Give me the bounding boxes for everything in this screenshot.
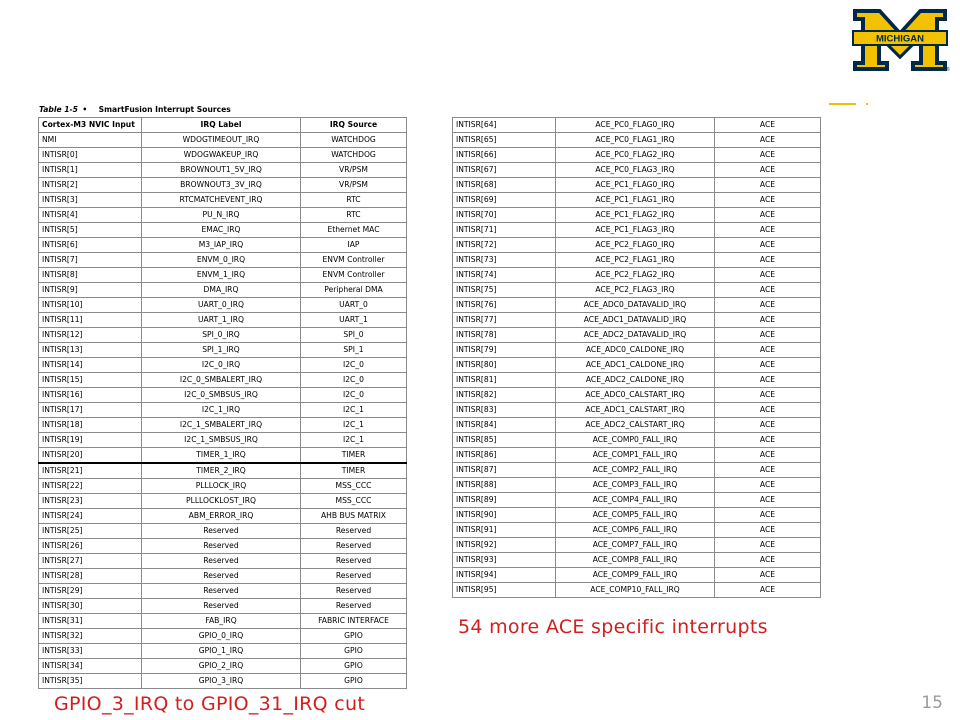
table-row [39,193,407,208]
nvic-input-cell: INTISR[31] [39,614,142,629]
irq-source-cell: ACE [715,148,821,163]
irq-label-cell: WDOGTIMEOUT_IRQ [142,133,301,148]
irq-label-cell: ACE_COMP8_FALL_IRQ [556,553,715,568]
nvic-input-cell: INTISR[24] [39,509,142,524]
nvic-input-cell: INTISR[19] [39,433,142,448]
nvic-input-cell: INTISR[74] [453,268,556,283]
irq-label-cell: ACE_PC2_FLAG0_IRQ [556,238,715,253]
irq-label-cell: ACE_PC2_FLAG1_IRQ [556,253,715,268]
irq-label-cell: GPIO_2_IRQ [142,659,301,674]
irq-source-cell: MSS_CCC [301,479,407,494]
nvic-input-cell: INTISR[16] [39,388,142,403]
irq-label-cell: I2C_1_SMBSUS_IRQ [142,433,301,448]
table-caption-number: Table 1-5 [39,105,78,114]
nvic-input-cell: INTISR[3] [39,193,142,208]
nvic-input-cell: INTISR[64] [453,118,556,133]
irq-source-cell: ACE [715,508,821,523]
table-row [453,448,821,463]
table-row [453,463,821,478]
irq-source-cell: GPIO [301,674,407,689]
irq-label-cell: I2C_0_SMBSUS_IRQ [142,388,301,403]
irq-label-cell: ACE_ADC2_DATAVALID_IRQ [556,328,715,343]
irq-source-cell: Reserved [301,524,407,539]
table-row [453,493,821,508]
nvic-input-cell: INTISR[0] [39,148,142,163]
irq-label-cell: Reserved [142,524,301,539]
irq-source-cell: GPIO [301,644,407,659]
nvic-input-cell: INTISR[20] [39,448,142,464]
irq-source-cell: ACE [715,568,821,583]
irq-source-cell: Ethernet MAC [301,223,407,238]
nvic-input-cell: INTISR[25] [39,524,142,539]
table-row [39,539,407,554]
header-irq-source: IRQ Source [301,118,407,133]
table-row [39,208,407,223]
irq-label-cell: Reserved [142,539,301,554]
table-row [453,418,821,433]
irq-label-cell: ACE_PC1_FLAG2_IRQ [556,208,715,223]
irq-label-cell: TIMER_2_IRQ [142,463,301,479]
nvic-input-cell: INTISR[87] [453,463,556,478]
irq-label-cell: BROWNOUT1_5V_IRQ [142,163,301,178]
irq-source-cell: ACE [715,208,821,223]
nvic-input-cell: INTISR[10] [39,298,142,313]
irq-label-cell: GPIO_0_IRQ [142,629,301,644]
irq-label-cell: ACE_ADC2_CALDONE_IRQ [556,373,715,388]
irq-label-cell: FAB_IRQ [142,614,301,629]
table-row [39,313,407,328]
table-row [453,343,821,358]
irq-label-cell: DMA_IRQ [142,283,301,298]
table-row [453,133,821,148]
nvic-input-cell: INTISR[23] [39,494,142,509]
nvic-input-cell: INTISR[28] [39,569,142,584]
nvic-input-cell: INTISR[89] [453,493,556,508]
nvic-input-cell: INTISR[83] [453,403,556,418]
irq-source-cell: RTC [301,193,407,208]
table-row [39,509,407,524]
irq-label-cell: ACE_COMP10_FALL_IRQ [556,583,715,598]
irq-label-cell: UART_0_IRQ [142,298,301,313]
table-row [39,223,407,238]
nvic-input-cell: INTISR[30] [39,599,142,614]
table-row [453,178,821,193]
table-row [453,163,821,178]
irq-label-cell: ACE_PC0_FLAG0_IRQ [556,118,715,133]
irq-label-cell: ACE_PC0_FLAG2_IRQ [556,148,715,163]
table-row [39,253,407,268]
irq-label-cell: SPI_1_IRQ [142,343,301,358]
irq-source-cell: WATCHDOG [301,133,407,148]
nvic-input-cell: INTISR[5] [39,223,142,238]
irq-label-cell: TIMER_1_IRQ [142,448,301,464]
table-row [453,373,821,388]
irq-label-cell: ACE_ADC2_CALSTART_IRQ [556,418,715,433]
irq-source-cell: ACE [715,583,821,598]
table-row [39,599,407,614]
table-row [453,388,821,403]
nvic-input-cell: INTISR[78] [453,328,556,343]
nvic-input-cell: INTISR[34] [39,659,142,674]
table-row [39,479,407,494]
nvic-input-cell: INTISR[84] [453,418,556,433]
nvic-input-cell: INTISR[15] [39,373,142,388]
irq-label-cell: Reserved [142,599,301,614]
irq-source-cell: RTC [301,208,407,223]
irq-label-cell: ACE_PC1_FLAG3_IRQ [556,223,715,238]
irq-source-cell: GPIO [301,659,407,674]
irq-source-cell: Reserved [301,569,407,584]
irq-label-cell: ACE_COMP3_FALL_IRQ [556,478,715,493]
logo-wordmark: MICHIGAN [875,33,925,45]
irq-source-cell: UART_1 [301,313,407,328]
nvic-input-cell: INTISR[12] [39,328,142,343]
irq-source-cell: ACE [715,538,821,553]
irq-source-cell: ACE [715,328,821,343]
irq-source-cell: I2C_0 [301,373,407,388]
nvic-input-cell: INTISR[4] [39,208,142,223]
irq-source-cell: I2C_1 [301,433,407,448]
irq-source-cell: MSS_CCC [301,494,407,509]
header-irq-label: IRQ Label [142,118,301,133]
irq-label-cell: ACE_PC1_FLAG0_IRQ [556,178,715,193]
table-row [39,448,407,464]
table-row [39,403,407,418]
irq-label-cell: ACE_COMP5_FALL_IRQ [556,508,715,523]
nvic-input-cell: INTISR[81] [453,373,556,388]
irq-source-cell: ACE [715,313,821,328]
irq-source-cell: ACE [715,448,821,463]
nvic-input-cell: INTISR[80] [453,358,556,373]
irq-source-cell: ACE [715,418,821,433]
table-row [39,343,407,358]
nvic-input-cell: INTISR[27] [39,554,142,569]
irq-source-cell: I2C_1 [301,418,407,433]
table-row [453,268,821,283]
irq-label-cell: ACE_PC2_FLAG2_IRQ [556,268,715,283]
irq-label-cell: ACE_ADC1_DATAVALID_IRQ [556,313,715,328]
irq-label-cell: ACE_PC1_FLAG1_IRQ [556,193,715,208]
nvic-input-cell: INTISR[73] [453,253,556,268]
irq-source-cell: SPI_0 [301,328,407,343]
table-caption-bullet: • [82,105,88,114]
irq-source-cell: ACE [715,493,821,508]
table-row [39,298,407,313]
nvic-input-cell: NMI [39,133,142,148]
table-row [453,478,821,493]
irq-label-cell: ENVM_0_IRQ [142,253,301,268]
irq-label-cell: ACE_COMP4_FALL_IRQ [556,493,715,508]
table-row [453,523,821,538]
irq-source-cell: I2C_1 [301,403,407,418]
irq-label-cell: Reserved [142,569,301,584]
nvic-input-cell: INTISR[67] [453,163,556,178]
nvic-input-cell: INTISR[76] [453,298,556,313]
irq-source-cell: GPIO [301,629,407,644]
irq-label-cell: EMAC_IRQ [142,223,301,238]
nvic-input-cell: INTISR[86] [453,448,556,463]
nvic-input-cell: INTISR[7] [39,253,142,268]
table-row [39,614,407,629]
irq-label-cell: ACE_ADC0_CALDONE_IRQ [556,343,715,358]
nvic-input-cell: INTISR[79] [453,343,556,358]
irq-label-cell: ACE_PC2_FLAG3_IRQ [556,283,715,298]
table-row [39,163,407,178]
irq-source-cell: ACE [715,253,821,268]
nvic-input-cell: INTISR[1] [39,163,142,178]
table-row [39,358,407,373]
irq-label-cell: ENVM_1_IRQ [142,268,301,283]
nvic-input-cell: INTISR[18] [39,418,142,433]
irq-label-cell: ACE_COMP2_FALL_IRQ [556,463,715,478]
nvic-input-cell: INTISR[22] [39,479,142,494]
table-row [39,584,407,599]
irq-label-cell: ACE_COMP9_FALL_IRQ [556,568,715,583]
table-row [39,148,407,163]
irq-label-cell: BROWNOUT3_3V_IRQ [142,178,301,193]
irq-label-cell: UART_1_IRQ [142,313,301,328]
table-row [453,403,821,418]
irq-source-cell: ACE [715,523,821,538]
irq-source-cell: ACE [715,283,821,298]
nvic-input-cell: INTISR[71] [453,223,556,238]
irq-label-cell: RTCMATCHEVENT_IRQ [142,193,301,208]
nvic-input-cell: INTISR[82] [453,388,556,403]
nvic-input-cell: INTISR[17] [39,403,142,418]
irq-source-cell: ACE [715,403,821,418]
table-row [453,208,821,223]
nvic-input-cell: INTISR[32] [39,629,142,644]
interrupt-table-right-body [453,118,821,598]
irq-source-cell: ACE [715,388,821,403]
irq-label-cell: I2C_0_IRQ [142,358,301,373]
irq-source-cell: ACE [715,268,821,283]
nvic-input-cell: INTISR[70] [453,208,556,223]
table-row [39,133,407,148]
irq-source-cell: ACE [715,223,821,238]
table-row [453,283,821,298]
nvic-input-cell: INTISR[35] [39,674,142,689]
irq-label-cell: GPIO_1_IRQ [142,644,301,659]
irq-label-cell: M3_IAP_IRQ [142,238,301,253]
table-row [39,644,407,659]
irq-label-cell: ACE_ADC1_CALSTART_IRQ [556,403,715,418]
table-row [39,238,407,253]
table-row [453,238,821,253]
nvic-input-cell: INTISR[26] [39,539,142,554]
header-nvic-input: Cortex-M3 NVIC Input [39,118,142,133]
irq-source-cell: SPI_1 [301,343,407,358]
irq-label-cell: PLLLOCKLOST_IRQ [142,494,301,509]
interrupt-table-right [452,117,821,598]
irq-label-cell: PLLLOCK_IRQ [142,479,301,494]
table-row [453,538,821,553]
irq-source-cell: ACE [715,193,821,208]
table-header-row [39,118,407,133]
irq-source-cell: UART_0 [301,298,407,313]
irq-source-cell: Reserved [301,584,407,599]
irq-label-cell: ACE_PC0_FLAG3_IRQ [556,163,715,178]
nvic-input-cell: INTISR[93] [453,553,556,568]
table-row [39,463,407,479]
table-row [453,298,821,313]
nvic-input-cell: INTISR[90] [453,508,556,523]
nvic-input-cell: INTISR[2] [39,178,142,193]
irq-source-cell: AHB BUS MATRIX [301,509,407,524]
irq-source-cell: ACE [715,238,821,253]
table-row [39,494,407,509]
table-row [453,568,821,583]
nvic-input-cell: INTISR[88] [453,478,556,493]
irq-label-cell: ACE_ADC1_CALDONE_IRQ [556,358,715,373]
table-row [39,433,407,448]
irq-source-cell: VR/PSM [301,178,407,193]
irq-source-cell: Reserved [301,599,407,614]
nvic-input-cell: INTISR[75] [453,283,556,298]
interrupt-table-left-body [39,118,407,689]
nvic-input-cell: INTISR[21] [39,463,142,479]
nvic-input-cell: INTISR[29] [39,584,142,599]
irq-source-cell: ENVM Controller [301,253,407,268]
ace-interrupts-note: 54 more ACE specific interrupts [458,616,768,638]
irq-label-cell: ACE_COMP0_FALL_IRQ [556,433,715,448]
irq-source-cell: ACE [715,133,821,148]
table-row [39,268,407,283]
irq-label-cell: I2C_1_SMBALERT_IRQ [142,418,301,433]
table-row [453,328,821,343]
nvic-input-cell: INTISR[65] [453,133,556,148]
nvic-input-cell: INTISR[91] [453,523,556,538]
irq-source-cell: ACE [715,178,821,193]
irq-source-cell: ACE [715,553,821,568]
irq-source-cell: ACE [715,118,821,133]
table-row [39,554,407,569]
nvic-input-cell: INTISR[69] [453,193,556,208]
irq-source-cell: ACE [715,358,821,373]
irq-label-cell: ACE_COMP6_FALL_IRQ [556,523,715,538]
irq-source-cell: ACE [715,343,821,358]
table-row [39,178,407,193]
table-row [39,524,407,539]
irq-source-cell: VR/PSM [301,163,407,178]
table-row [39,418,407,433]
table-row [453,313,821,328]
table-row [453,253,821,268]
table-row [39,659,407,674]
irq-label-cell: ABM_ERROR_IRQ [142,509,301,524]
table-row [39,629,407,644]
table-row [453,433,821,448]
nvic-input-cell: INTISR[13] [39,343,142,358]
irq-label-cell: ACE_ADC0_DATAVALID_IRQ [556,298,715,313]
irq-label-cell: ACE_COMP7_FALL_IRQ [556,538,715,553]
nvic-input-cell: INTISR[77] [453,313,556,328]
table-row [453,583,821,598]
interrupt-table-left [38,117,407,689]
irq-label-cell: ACE_COMP1_FALL_IRQ [556,448,715,463]
gpio-cut-note: GPIO_3_IRQ to GPIO_31_IRQ cut [54,693,366,715]
irq-label-cell: ACE_ADC0_CALSTART_IRQ [556,388,715,403]
irq-source-cell: IAP [301,238,407,253]
table-row [453,553,821,568]
table-row [453,193,821,208]
table-row [39,283,407,298]
table-row [453,223,821,238]
logo-registered-mark: ® [946,67,950,73]
irq-source-cell: ACE [715,478,821,493]
table-row [453,118,821,133]
table-row [39,373,407,388]
irq-source-cell: ACE [715,433,821,448]
nvic-input-cell: INTISR[33] [39,644,142,659]
slide-number: 15 [921,693,943,713]
nvic-input-cell: INTISR[95] [453,583,556,598]
table-row [453,148,821,163]
table-row [39,388,407,403]
irq-source-cell: Reserved [301,539,407,554]
irq-label-cell: Reserved [142,584,301,599]
table-caption-title: SmartFusion Interrupt Sources [98,105,231,114]
irq-label-cell: PU_N_IRQ [142,208,301,223]
nvic-input-cell: INTISR[11] [39,313,142,328]
irq-source-cell: FABRIC INTERFACE [301,614,407,629]
irq-label-cell: I2C_0_SMBALERT_IRQ [142,373,301,388]
irq-source-cell: TIMER [301,448,407,464]
nvic-input-cell: INTISR[66] [453,148,556,163]
table-row [453,508,821,523]
table-row [453,358,821,373]
nvic-input-cell: INTISR[68] [453,178,556,193]
irq-source-cell: TIMER [301,463,407,479]
irq-source-cell: Peripheral DMA [301,283,407,298]
irq-source-cell: ENVM Controller [301,268,407,283]
irq-source-cell: WATCHDOG [301,148,407,163]
irq-source-cell: I2C_0 [301,388,407,403]
nvic-input-cell: INTISR[85] [453,433,556,448]
nvic-input-cell: INTISR[6] [39,238,142,253]
table-row [39,569,407,584]
nvic-input-cell: INTISR[8] [39,268,142,283]
nvic-input-cell: INTISR[14] [39,358,142,373]
irq-label-cell: GPIO_3_IRQ [142,674,301,689]
table-row [39,674,407,689]
nvic-input-cell: INTISR[9] [39,283,142,298]
nvic-input-cell: INTISR[72] [453,238,556,253]
irq-source-cell: Reserved [301,554,407,569]
irq-source-cell: ACE [715,298,821,313]
irq-label-cell: SPI_0_IRQ [142,328,301,343]
irq-label-cell: WDOGWAKEUP_IRQ [142,148,301,163]
irq-label-cell: I2C_1_IRQ [142,403,301,418]
nvic-input-cell: INTISR[92] [453,538,556,553]
irq-source-cell: I2C_0 [301,358,407,373]
nvic-input-cell: INTISR[94] [453,568,556,583]
irq-source-cell: ACE [715,163,821,178]
irq-label-cell: Reserved [142,554,301,569]
irq-source-cell: ACE [715,463,821,478]
table-row [39,328,407,343]
irq-label-cell: ACE_PC0_FLAG1_IRQ [556,133,715,148]
irq-source-cell: ACE [715,373,821,388]
